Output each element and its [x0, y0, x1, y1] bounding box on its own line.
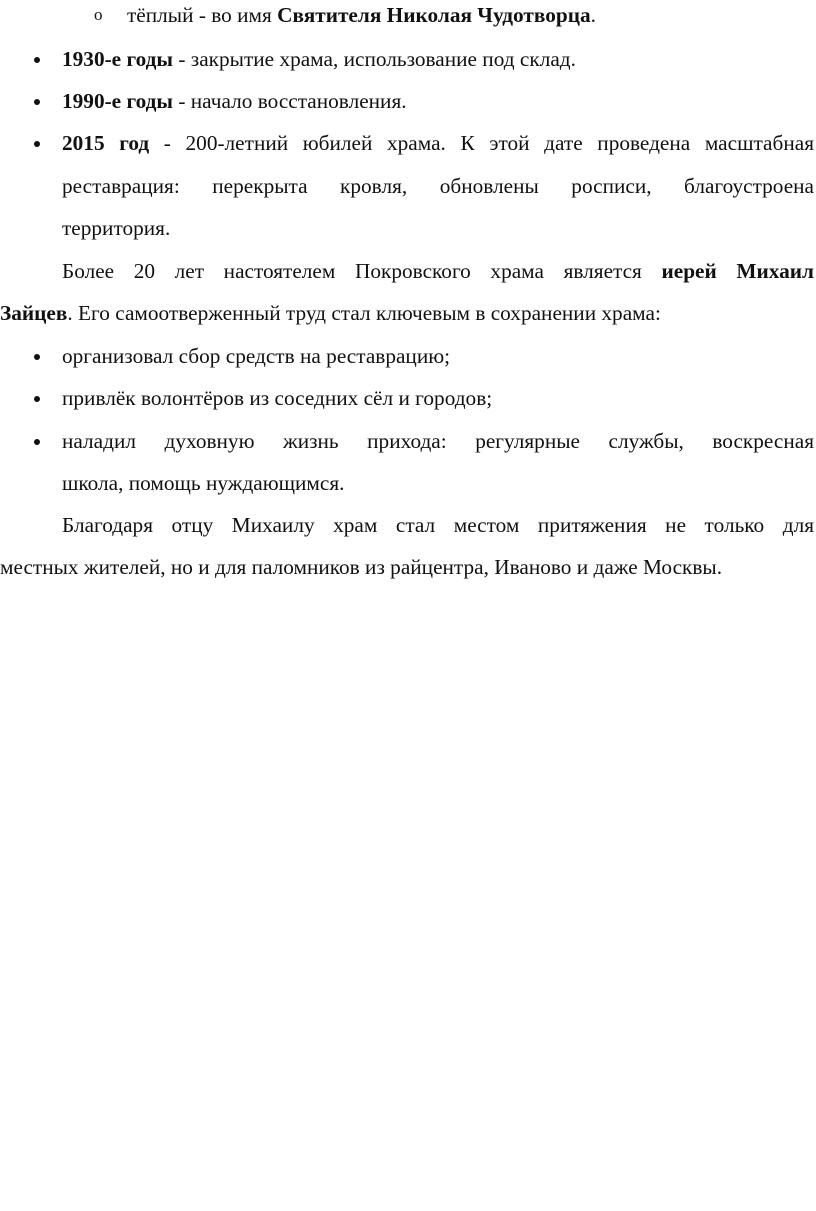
- achievement-item: организовал сбор средств на реставрацию;: [0, 341, 816, 371]
- sub-list-item: [0, 0, 816, 30]
- list-item-text: 2015 год - 200-летний юбилей храма. К этой дате проведена масштабная: [62, 131, 814, 155]
- paragraph-rector-cont: [0, 298, 816, 328]
- paragraph-text: Более 20 лет настоятелем Покровского храма является иерей Михаил: [62, 259, 814, 283]
- list-item-text: 1990-е годы - начало восстановления.: [62, 89, 407, 113]
- timeline-item-1930: [0, 44, 816, 74]
- list-item-text: 1930-е годы - закрытие храма, использование под склад.: [62, 47, 576, 71]
- achievement-item: наладил духовную жизнь прихода: регулярные службы, воскресная: [0, 426, 816, 456]
- bullet-icon: [34, 396, 40, 402]
- bullet-icon: [34, 354, 40, 360]
- circle-bullet-icon: o: [94, 5, 103, 24]
- achievement-item-cont: школа, помощь нуждающимся.: [62, 471, 345, 495]
- timeline-item-2015: [0, 128, 816, 158]
- paragraph-text: Зайцев. Его самоотверженный труд стал ключевым в сохранении храма:: [0, 301, 661, 325]
- paragraph-rector: [0, 256, 816, 286]
- bullet-icon: [34, 99, 40, 105]
- timeline-item-2015-cont: территория.: [62, 216, 171, 240]
- achievement-item: привлёк волонтёров из соседних сёл и городов;: [0, 383, 816, 413]
- sub-list-item-text: тёплый - во имя Святителя Николая Чудотворца.: [127, 3, 596, 27]
- bullet-icon: [34, 57, 40, 63]
- paragraph-gratitude: Благодаря отцу Михаилу храм стал местом притяжения не только для: [62, 513, 814, 537]
- bullet-icon: [34, 141, 40, 147]
- timeline-item-2015-cont: реставрация: перекрыта кровля, обновлены росписи, благоустроена: [62, 174, 814, 198]
- paragraph-gratitude-cont: местных жителей, но и для паломников из райцентра, Иваново и даже Москвы.: [0, 555, 723, 579]
- timeline-item-1990: [0, 86, 816, 116]
- bullet-icon: [34, 439, 40, 445]
